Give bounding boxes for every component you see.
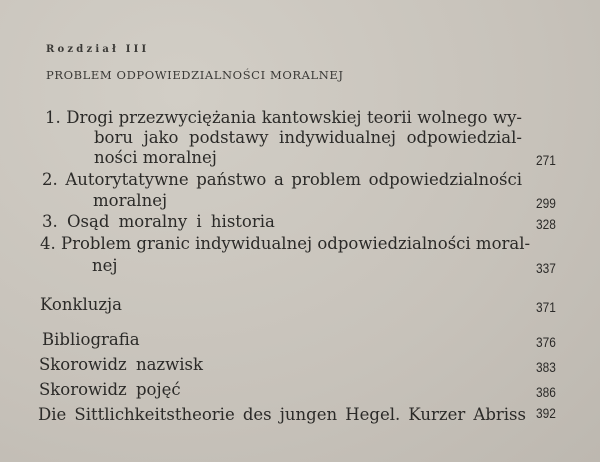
page-number: 328 bbox=[536, 216, 556, 232]
toc-entry-text: moralnej bbox=[93, 191, 168, 210]
toc-entry-line bbox=[0, 256, 600, 276]
page-number: 392 bbox=[536, 405, 556, 421]
page-number: 386 bbox=[536, 384, 556, 400]
toc-entry-line bbox=[0, 380, 600, 400]
toc-entry-line bbox=[0, 148, 600, 168]
dot-leader bbox=[126, 256, 522, 276]
page-number: 376 bbox=[536, 334, 556, 350]
dot-leader bbox=[225, 148, 522, 168]
page-number: 271 bbox=[536, 152, 556, 168]
page-number: 337 bbox=[536, 260, 556, 276]
toc-entry-line bbox=[0, 355, 600, 375]
toc-entry-text: 1. Drogi przezwyciężania kantowskiej teorii wolnego wy- bbox=[45, 108, 522, 127]
toc-entry-text: Bibliografia bbox=[42, 330, 140, 349]
toc-entry-line bbox=[0, 128, 600, 148]
toc-entry-text: 3. Osąd moralny i historia bbox=[42, 212, 275, 231]
dot-leader bbox=[175, 191, 522, 211]
toc-entry-line bbox=[0, 234, 600, 254]
toc-entry-line bbox=[0, 295, 600, 315]
dot-leader bbox=[283, 212, 522, 232]
toc-entry-text: nej bbox=[92, 256, 118, 275]
toc-entry-text: Skorowidz nazwisk bbox=[39, 355, 203, 374]
page-number: 299 bbox=[536, 195, 556, 211]
toc-entry-line bbox=[0, 191, 600, 211]
toc-entry-text: 4. Problem granic indywidualnej odpowiedzialności moral- bbox=[40, 234, 531, 253]
chapter-title: PROBLEM ODPOWIEDZIALNOŚCI MORALNEJ bbox=[46, 68, 344, 82]
toc-entry-line bbox=[0, 212, 600, 232]
toc-entry-line bbox=[0, 330, 600, 350]
toc-entry-text: 2. Autorytatywne państwo a problem odpowiedzialności bbox=[42, 170, 522, 189]
chapter-label: Rozdział III bbox=[46, 44, 150, 55]
page-number: 383 bbox=[536, 359, 556, 375]
toc-entry-line bbox=[0, 108, 600, 128]
dot-leader bbox=[130, 295, 522, 315]
toc-entry-text: ności moralnej bbox=[94, 148, 217, 167]
toc-entry-text: Die Sittlichkeitstheorie des jungen Hegel. Kurzer Abriss bbox=[38, 405, 526, 424]
toc-entry-line bbox=[0, 170, 600, 190]
dot-leader bbox=[189, 380, 522, 400]
toc-entry-text: boru jako podstawy indywidualnej odpowiedzial- bbox=[94, 128, 522, 147]
page-number: 371 bbox=[536, 299, 556, 315]
toc-entry-line bbox=[0, 405, 600, 425]
dot-leader bbox=[148, 330, 522, 350]
dot-leader bbox=[211, 355, 522, 375]
toc-entry-text: Konkluzja bbox=[40, 295, 122, 314]
toc-entry-text: Skorowidz pojęć bbox=[39, 380, 181, 399]
